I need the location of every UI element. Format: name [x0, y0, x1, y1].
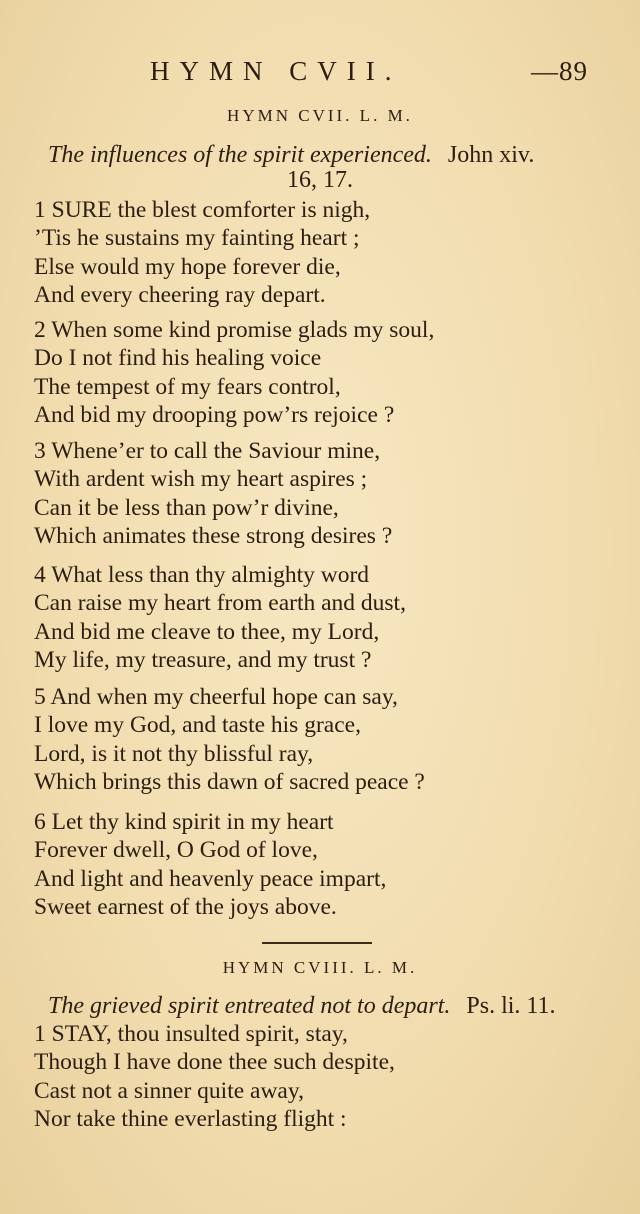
stanza-1	[34, 196, 614, 309]
hymn-cvii-subtitle-text: The influences of the spirit experienced.	[48, 142, 432, 168]
verse-line: 1 SURE the blest comforter is nigh,	[34, 197, 371, 223]
hymn-cviii-stanza-1	[34, 1020, 614, 1133]
verse-line: And bid my drooping pow’rs rejoice ?	[34, 401, 395, 428]
stanza-5	[34, 683, 614, 796]
verse-line: Forever dwell, O God of love,	[34, 837, 318, 864]
verse-line: And bid me cleave to thee, my Lord,	[34, 618, 380, 645]
stanza-2	[34, 316, 614, 429]
stanza-4	[34, 561, 614, 674]
hymn-cviii-heading: HYMN CVIII. L. M.	[222, 958, 418, 977]
verse-line: My life, my treasure, and my trust ?	[34, 646, 372, 673]
verse-line: Can raise my heart from earth and dust,	[34, 590, 406, 617]
page-number: —89	[531, 56, 588, 86]
verse-line: Sweet earnest of the joys above.	[34, 893, 337, 920]
hymn-cvii-subtitle-ref-cont: 16, 17.	[287, 167, 353, 193]
verse-line: Which brings this dawn of sacred peace ?	[34, 768, 425, 795]
running-head-title: HYMN CVII.	[150, 56, 402, 86]
verse-line: I love my God, and taste his grace,	[34, 712, 361, 739]
running-head	[0, 56, 640, 96]
verse-line: 3 Whene’er to call the Saviour mine,	[34, 438, 381, 464]
hymn-cvii-subtitle-ref: John xiv.	[447, 142, 535, 168]
verse-line: And light and heavenly peace impart,	[34, 865, 387, 892]
verse-line: 5 And when my cheerful hope can say,	[34, 684, 398, 710]
stanza-3	[34, 437, 614, 550]
hymn-cvii-subtitle	[48, 141, 588, 169]
hymn-cviii-subtitle-ref: Ps. li. 11.	[466, 993, 556, 1019]
hymn-cviii-subtitle-text: The grieved spirit entreated not to depart.	[48, 993, 451, 1019]
verse-line: Cast not a sinner quite away,	[34, 1077, 304, 1104]
section-divider	[262, 942, 372, 944]
hymn-cviii-subtitle	[48, 992, 608, 1020]
verse-line: Lord, is it not thy blissful ray,	[34, 740, 314, 767]
hymn-cvii-heading: HYMN CVII. L. M.	[227, 106, 413, 125]
verse-line: 1 STAY, thou insulted spirit, stay,	[34, 1021, 348, 1047]
stanza-6	[34, 808, 614, 921]
verse-line: The tempest of my fears control,	[34, 373, 341, 400]
verse-line: And every cheering ray depart.	[34, 281, 326, 308]
verse-line: Nor take thine everlasting flight :	[34, 1105, 347, 1132]
verse-line: 6 Let thy kind spirit in my heart	[34, 809, 334, 835]
verse-line: With ardent wish my heart aspires ;	[34, 466, 368, 493]
verse-line: ’Tis he sustains my fainting heart ;	[34, 225, 360, 252]
verse-line: Though I have done thee such despite,	[34, 1049, 395, 1076]
verse-line: Which animates these strong desires ?	[34, 522, 393, 549]
verse-line: Do I not find his healing voice	[34, 345, 322, 372]
verse-line: Else would my hope forever die,	[34, 253, 341, 280]
verse-line: 4 What less than thy almighty word	[34, 562, 370, 588]
verse-line: Can it be less than pow’r divine,	[34, 494, 339, 521]
verse-line: 2 When some kind promise glads my soul,	[34, 317, 435, 343]
